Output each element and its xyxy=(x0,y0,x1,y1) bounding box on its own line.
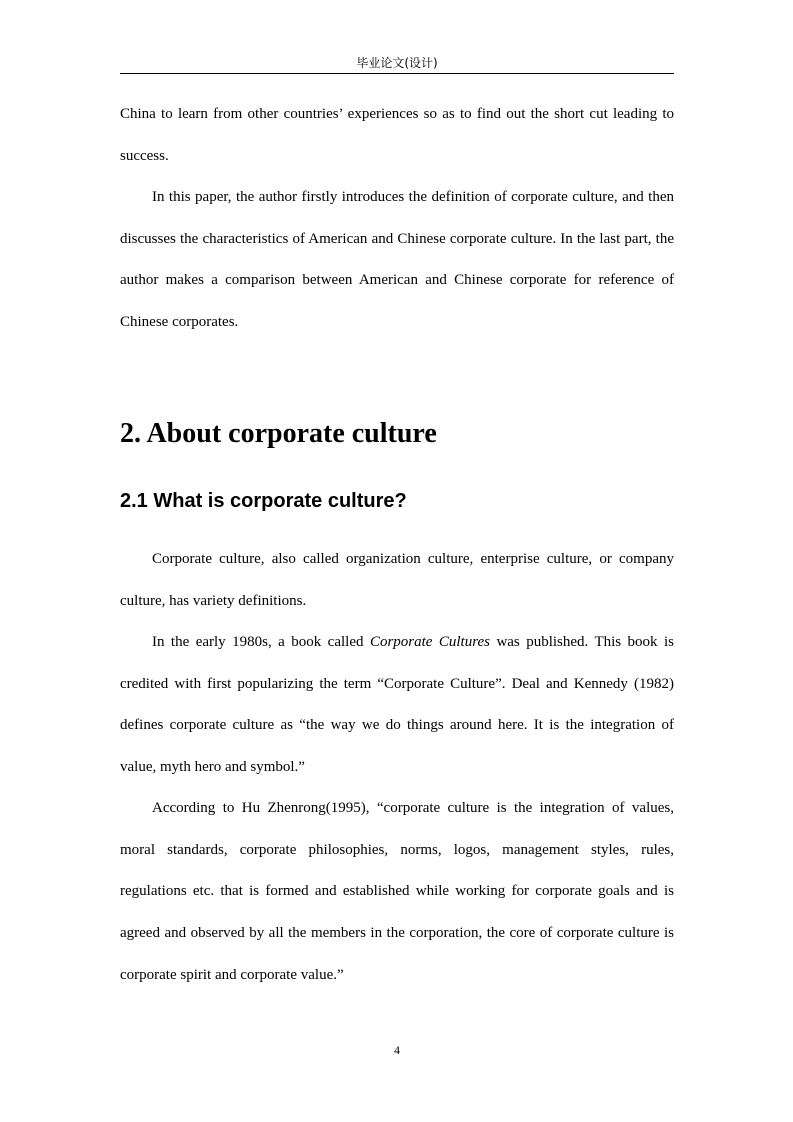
header-rule xyxy=(120,73,674,74)
subsection-heading: 2.1 What is corporate culture? xyxy=(120,490,407,512)
intro-paragraph-continued: China to learn from other countries’ experiences so as to find out the short cut leading to success. xyxy=(120,106,674,164)
hu-zhenrong-paragraph: According to Hu Zhenrong(1995), “corporate culture is the integration of values, moral standards, corporate philosophies, norms, logos, management styles, rules, regulations etc. that is formed and established while working for corporate goals and is agreed and observed by all the members in the corporation, the core of corporate culture is corporate spirit and corporate value.” xyxy=(120,800,674,983)
intro-paragraph-outline: In this paper, the author firstly introduces the definition of corporate culture, and then discusses the characteristics of American and Chinese corporate culture. In the last part, the author makes a comparison between American and Chinese corporate for reference of Chinese corporates. xyxy=(120,189,674,331)
section-heading: 2. About corporate culture xyxy=(120,418,437,449)
running-header: 毕业论文(设计) xyxy=(356,56,438,70)
history-paragraph xyxy=(120,622,674,789)
page-number: 4 xyxy=(394,1043,400,1057)
history-text-before: In the early 1980s, a book called xyxy=(152,634,370,650)
book-title: Corporate Cultures xyxy=(369,634,490,650)
definition-paragraph: Corporate culture, also called organization culture, enterprise culture, or company culture, has variety definitions. xyxy=(120,551,674,609)
history-text-after: was published. This book is credited with first popularizing the term “Corporate Culture”. Deal and Kennedy (1982) defines corporate culture as “the way we do things around here. It is the integration of value, myth hero and symbol.” xyxy=(120,634,675,776)
